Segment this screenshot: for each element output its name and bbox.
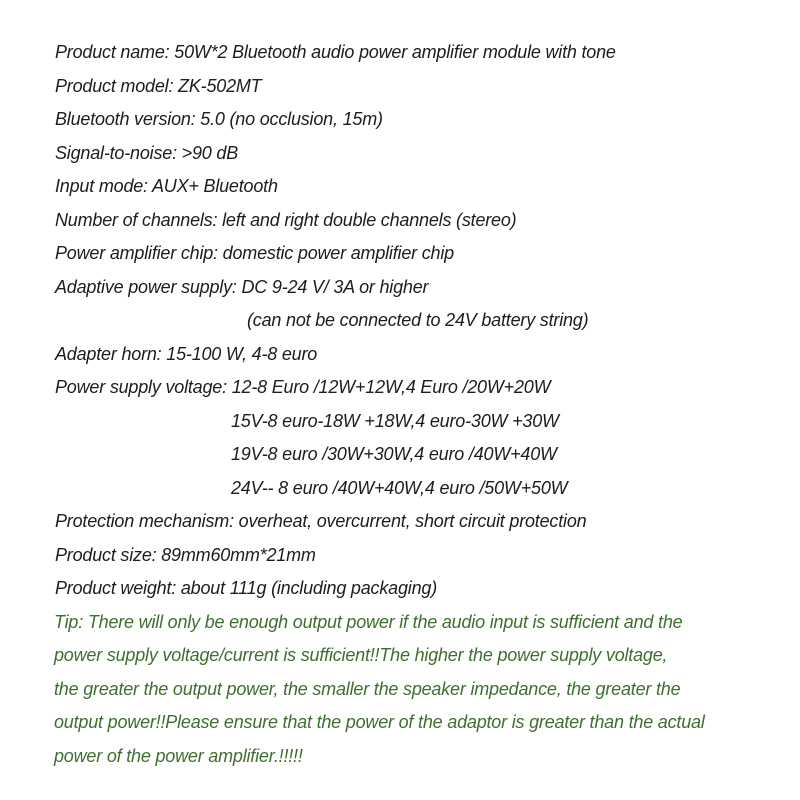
supply-voltage-15v-line: 15V-8 euro-18W +18W,4 euro-30W +30W <box>231 410 559 431</box>
tip-line-2: power supply voltage/current is sufficient!!The higher the power supply voltage, <box>54 645 668 665</box>
supply-voltage-19v-line: 19V-8 euro /30W+30W,4 euro /40W+40W <box>231 444 557 464</box>
adaptive-power-supply-line: Adaptive power supply: DC 9-24 V/ 3A or higher <box>55 276 429 297</box>
signal-to-noise-line: Signal-to-noise: >90 dB <box>55 142 239 163</box>
supply-voltage-12v-line: Power supply voltage: 12-8 Euro /12W+12W,4 Euro /20W+20W <box>55 377 551 397</box>
protection-mechanism-line: Protection mechanism: overheat, overcurrent, short circuit protection <box>55 511 587 531</box>
adapter-horn-line: Adapter horn: 15-100 W, 4-8 euro <box>55 343 318 364</box>
battery-warning-line: (can not be connected to 24V battery string) <box>247 310 589 330</box>
tip-line-4: output power!!Please ensure that the power of the adaptor is greater than the actual <box>54 712 705 732</box>
amplifier-chip-line: Power amplifier chip: domestic power amplifier chip <box>55 243 454 263</box>
product-name-line: Product name: 50W*2 Bluetooth audio power amplifier module with tone <box>55 42 616 62</box>
product-weight-line: Product weight: about 111g (including packaging) <box>55 578 437 598</box>
tip-line-3: the greater the output power, the smaller the speaker impedance, the greater the <box>54 678 681 699</box>
product-size-line: Product size: 89mm60mm*21mm <box>55 544 316 565</box>
supply-voltage-24v-line: 24V-- 8 euro /40W+40W,4 euro /50W+50W <box>231 477 568 498</box>
bluetooth-version-line: Bluetooth version: 5.0 (no occlusion, 15m) <box>55 109 383 129</box>
input-mode-line: Input mode: AUX+ Bluetooth <box>55 176 278 196</box>
tip-line-5: power of the power amplifier.!!!!! <box>54 745 303 766</box>
tip-line-1: Tip: There will only be enough output power if the audio input is sufficient and the <box>54 611 683 632</box>
product-model-line: Product model: ZK-502MT <box>55 75 262 96</box>
channels-line: Number of channels: left and right double channels (stereo) <box>55 209 517 230</box>
